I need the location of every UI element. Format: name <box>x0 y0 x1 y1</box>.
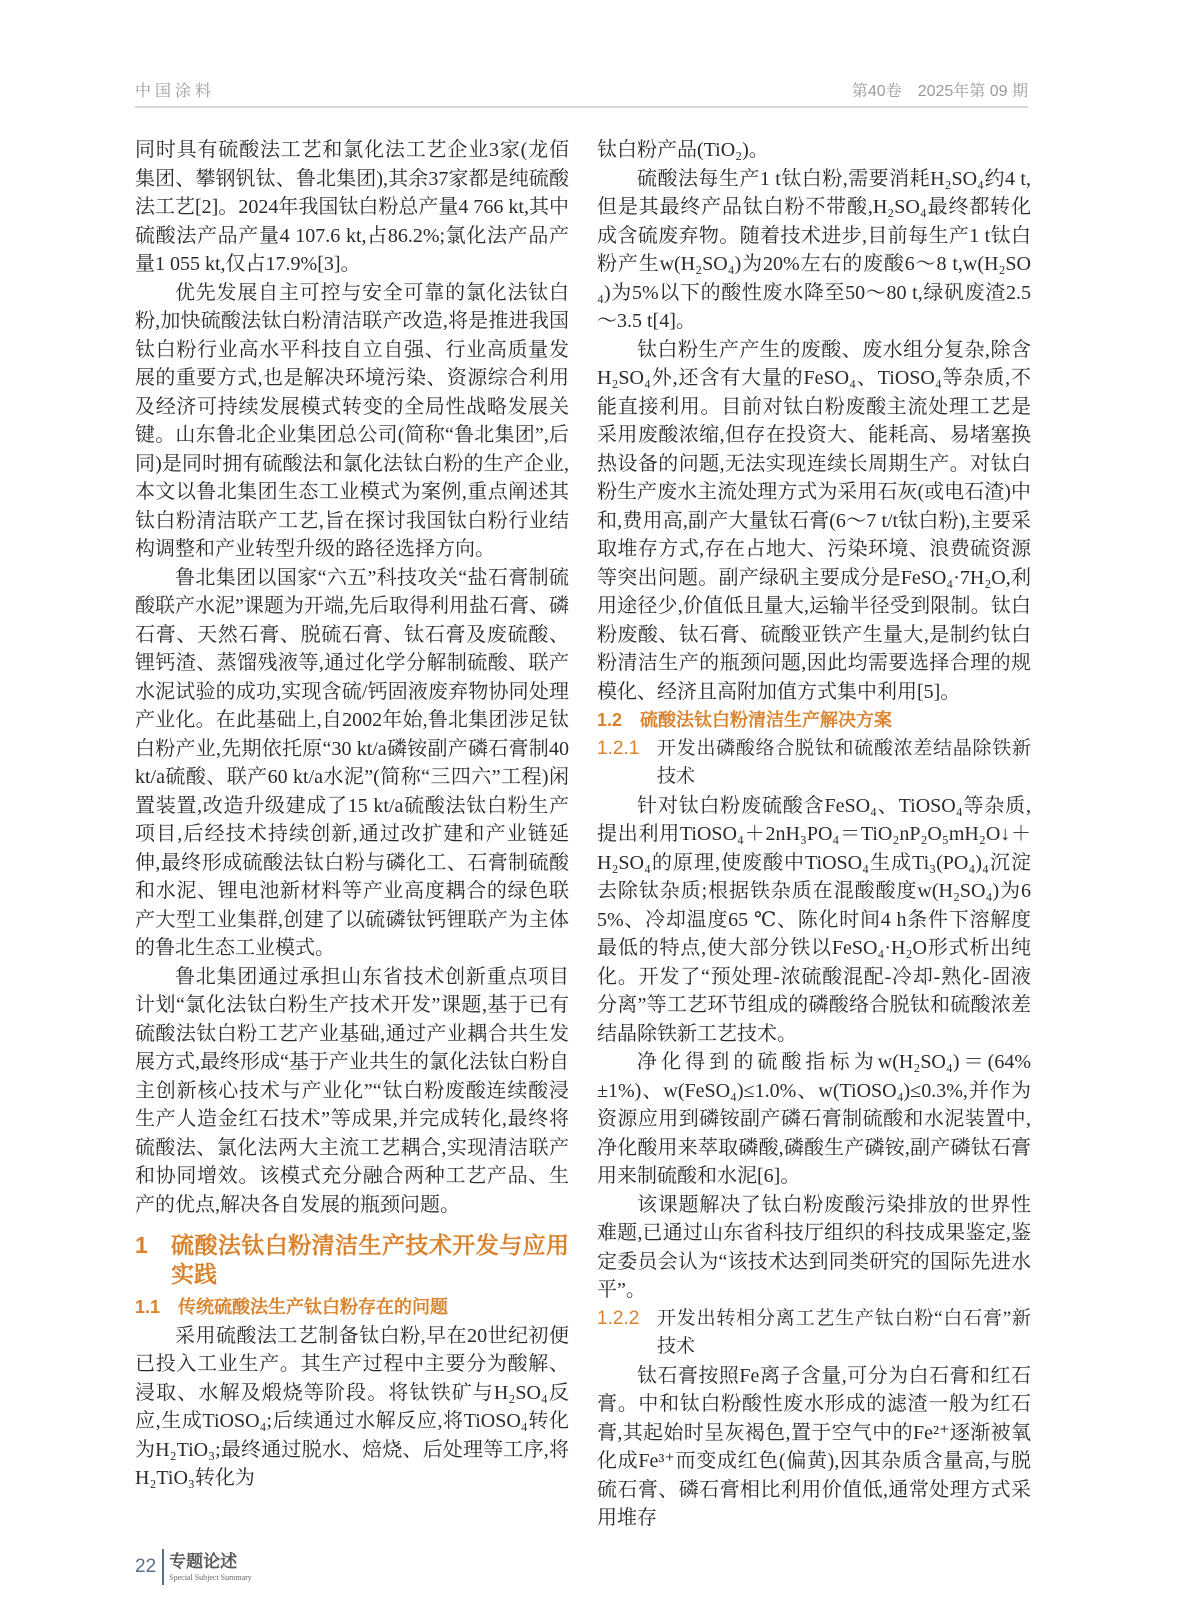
paragraph: 硫酸法每生产1 t钛白粉,需要消耗H₂SO₄约4 t,但是其最终产品钛白粉不带酸,H₂SO₄最终都转化成含硫废弃物。随着技术进步,目前每生产1 t钛白粉产生w(H₂SO₄)为20%左右的废酸6～8 t,w(H₂SO₄)为5%以下的酸性废水降至50～80 t,绿矾废渣2.5～3.5 t[4]。 <box>597 167 1031 332</box>
running-header <box>135 82 1028 108</box>
footer-section-en: Special Subject Summary <box>169 1573 252 1582</box>
paragraph: 钛白粉产品(TiO₂)。 <box>597 139 769 161</box>
subsubsection-heading <box>597 1305 1031 1362</box>
heading-title: 开发出转相分离工艺生产钛白粉“白石膏”新技术 <box>657 1307 1031 1357</box>
paragraph: 鲁北集团通过承担山东省技术创新重点项目计划“氯化法钛白粉生产技术开发”课题,基于已有硫酸法钛白粉工艺产业基础,通过产业耦合共生发展方式,最终形成“基于产业共生的氯化法钛白粉自主创新核心技术与产业化”“钛白粉废酸连续酸浸生产人造金红石技术”等成果,并完成转化,最终将硫酸法、氯化法两大主流工艺耦合,实现清洁联产和协同增效。该模式充分融合两种工艺产品、生产的优点,解决各自发展的瓶颈问题。 <box>135 965 569 1216</box>
paragraph: 该课题解决了钛白粉废酸污染排放的世界性难题,已通过山东省科技厅组织的科技成果鉴定,鉴定委员会认为“该技术达到同类研究的国际先进水平”。 <box>597 1193 1031 1301</box>
page-footer <box>135 1549 252 1585</box>
paragraph: 采用硫酸法工艺制备钛白粉,早在20世纪初便已投入工业生产。其生产过程中主要分为酸解、浸取、水解及煅烧等阶段。将钛铁矿与H₂SO₄反应,生成TiOSO₄;后续通过水解反应,将TiOSO₄转化为H₂TiO₃;最终通过脱水、焙烧、后处理等工序,将H₂TiO₃转化为 <box>135 1324 569 1489</box>
paragraph: 净化得到的硫酸指标为w(H₂SO₄)＝(64%±1%)、w(FeSO₄)≤1.0%、w(TiOSO₄)≤0.3%,并作为资源应用到磷铵副产磷石膏制硫酸和水泥装置中,净化酸用来萃取磷酸,磷酸生产磷铵,副产磷钛石膏用来制硫酸和水泥[6]。 <box>597 1051 1031 1187</box>
footer-section-block <box>169 1551 252 1583</box>
issue-info: 第40卷 2025年第 09 期 <box>851 83 1028 100</box>
right-column <box>597 136 1031 1533</box>
section-title: 硫酸法钛白粉清洁生产技术开发与应用实践 <box>171 1232 569 1287</box>
paragraph: 针对钛白粉废硫酸含FeSO₄、TiOSO₄等杂质,提出利用TiOSO₄＋2nH₃PO₄＝TiO₂nP₂O₅mH₂O↓＋H₂SO₄的原理,使废酸中TiOSO₄生成Ti₃(PO₄)₄沉淀去除钛杂质;根据铁杂质在混酸酸度w(H₂SO₄)为65%、冷却温度65 ℃、陈化时间4 h条件下溶解度最低的特点,使大部分铁以FeSO₄·H₂O形式析出纯化。开发了“预处理-浓硫酸混配-冷却-熟化-固液分离”等工艺环节组成的磷酸络合脱钛和硫酸浓差结晶除铁新工艺技术。 <box>597 794 1031 1045</box>
footer-divider <box>162 1549 164 1585</box>
subsubsection-heading <box>597 735 1031 792</box>
subsection-heading: 1.1 传统硫酸法生产钛白粉存在的问题 <box>135 1297 449 1317</box>
journal-name: 中国涂料 <box>135 83 216 100</box>
footer-section: 专题论述 <box>169 1552 238 1571</box>
paragraph: 优先发展自主可控与安全可靠的氯化法钛白粉,加快硫酸法钛白粉清洁联产改造,将是推进我国钛白粉行业高水平科技自立自强、行业高质量发展的重要方式,也是解决环境污染、资源综合利用及经济可持续发展模式转变的全局性战略发展关键。山东鲁北企业集团总公司(简称“鲁北集团”,后同)是同时拥有硫酸法和氯化法钛白粉的生产企业,本文以鲁北集团生态工业模式为案例,重点阐述其钛白粉清洁联产工艺,旨在探讨我国钛白粉行业结构调整和产业转型升级的路径选择方向。 <box>135 281 569 560</box>
subsection-heading: 1.2 硫酸法钛白粉清洁生产解决方案 <box>597 710 893 730</box>
section-heading <box>135 1231 569 1289</box>
page-number: 22 <box>135 1556 157 1577</box>
left-column <box>135 136 569 1493</box>
paragraph: 同时具有硫酸法工艺和氯化法工艺企业3家(龙佰集团、攀钢钒钛、鲁北集团),其余37家都是纯硫酸法工艺[2]。2024年我国钛白粉总产量4 766 kt,其中硫酸法产品产量4 107.6 kt,占86.2%;氯化法产品产量1 055 kt,仅占17.9%[3]。 <box>135 139 569 275</box>
heading-number: 1.2.1 <box>597 737 640 759</box>
section-number: 1 <box>135 1232 148 1258</box>
paragraph: 钛白粉生产产生的废酸、废水组分复杂,除含H₂SO₄外,还含有大量的FeSO₄、TiOSO₄等杂质,不能直接利用。目前对钛白粉废酸主流处理工艺是采用废酸浓缩,但存在投资大、能耗高、易堵塞换热设备的问题,无法实现连续长周期生产。对钛白粉生产废水主流处理方式为采用石灰(或电石渣)中和,费用高,副产大量钛石膏(6～7 t/t钛白粉),主要采取堆存方式,存在占地大、污染环境、浪费硫资源等突出问题。副产绿矾主要成分是FeSO₄·7H₂O,利用途径少,价值低且量大,运输半径受到限制。钛白粉废酸、钛石膏、硫酸亚铁产生量大,是制约钛白粉清洁生产的瓶颈问题,因此均需要选择合理的规模化、经济且高附加值方式集中利用[5]。 <box>597 338 1031 703</box>
paragraph: 钛石膏按照Fe离子含量,可分为白石膏和红石膏。中和钛白粉酸性废水形成的滤渣一般为红石膏,其起始时呈灰褐色,置于空气中的Fe²⁺逐渐被氧化成Fe³⁺而变成红色(偏黄),因其杂质含量高,与脱硫石膏、磷石膏相比利用价值低,通常处理方式采用堆存 <box>597 1364 1031 1529</box>
heading-number: 1.2.2 <box>597 1307 640 1329</box>
heading-title: 开发出磷酸络合脱钛和硫酸浓差结晶除铁新技术 <box>657 737 1031 787</box>
paragraph: 鲁北集团以国家“六五”科技攻关“盐石膏制硫酸联产水泥”课题为开端,先后取得利用盐石膏、磷石膏、天然石膏、脱硫石膏、钛石膏及废硫酸、锂钙渣、蒸馏残液等,通过化学分解制硫酸、联产水泥试验的成功,实现含硫/钙固液废弃物协同处理产业化。在此基础上,自2002年始,鲁北集团涉足钛白粉产业,先期依托原“30 kt/a磷铵副产磷石膏制40 kt/a硫酸、联产60 kt/a水泥”(简称“三四六”工程)闲置装置,改造升级建成了15 kt/a硫酸法钛白粉生产项目,后经技术持续创新,通过改扩建和产业链延伸,最终形成硫酸法钛白粉与磷化工、石膏制硫酸和水泥、锂电池新材料等产业高度耦合的绿色联产大型工业集群,创建了以硫磷钛钙锂联产为主体的鲁北生态工业模式。 <box>135 566 569 959</box>
